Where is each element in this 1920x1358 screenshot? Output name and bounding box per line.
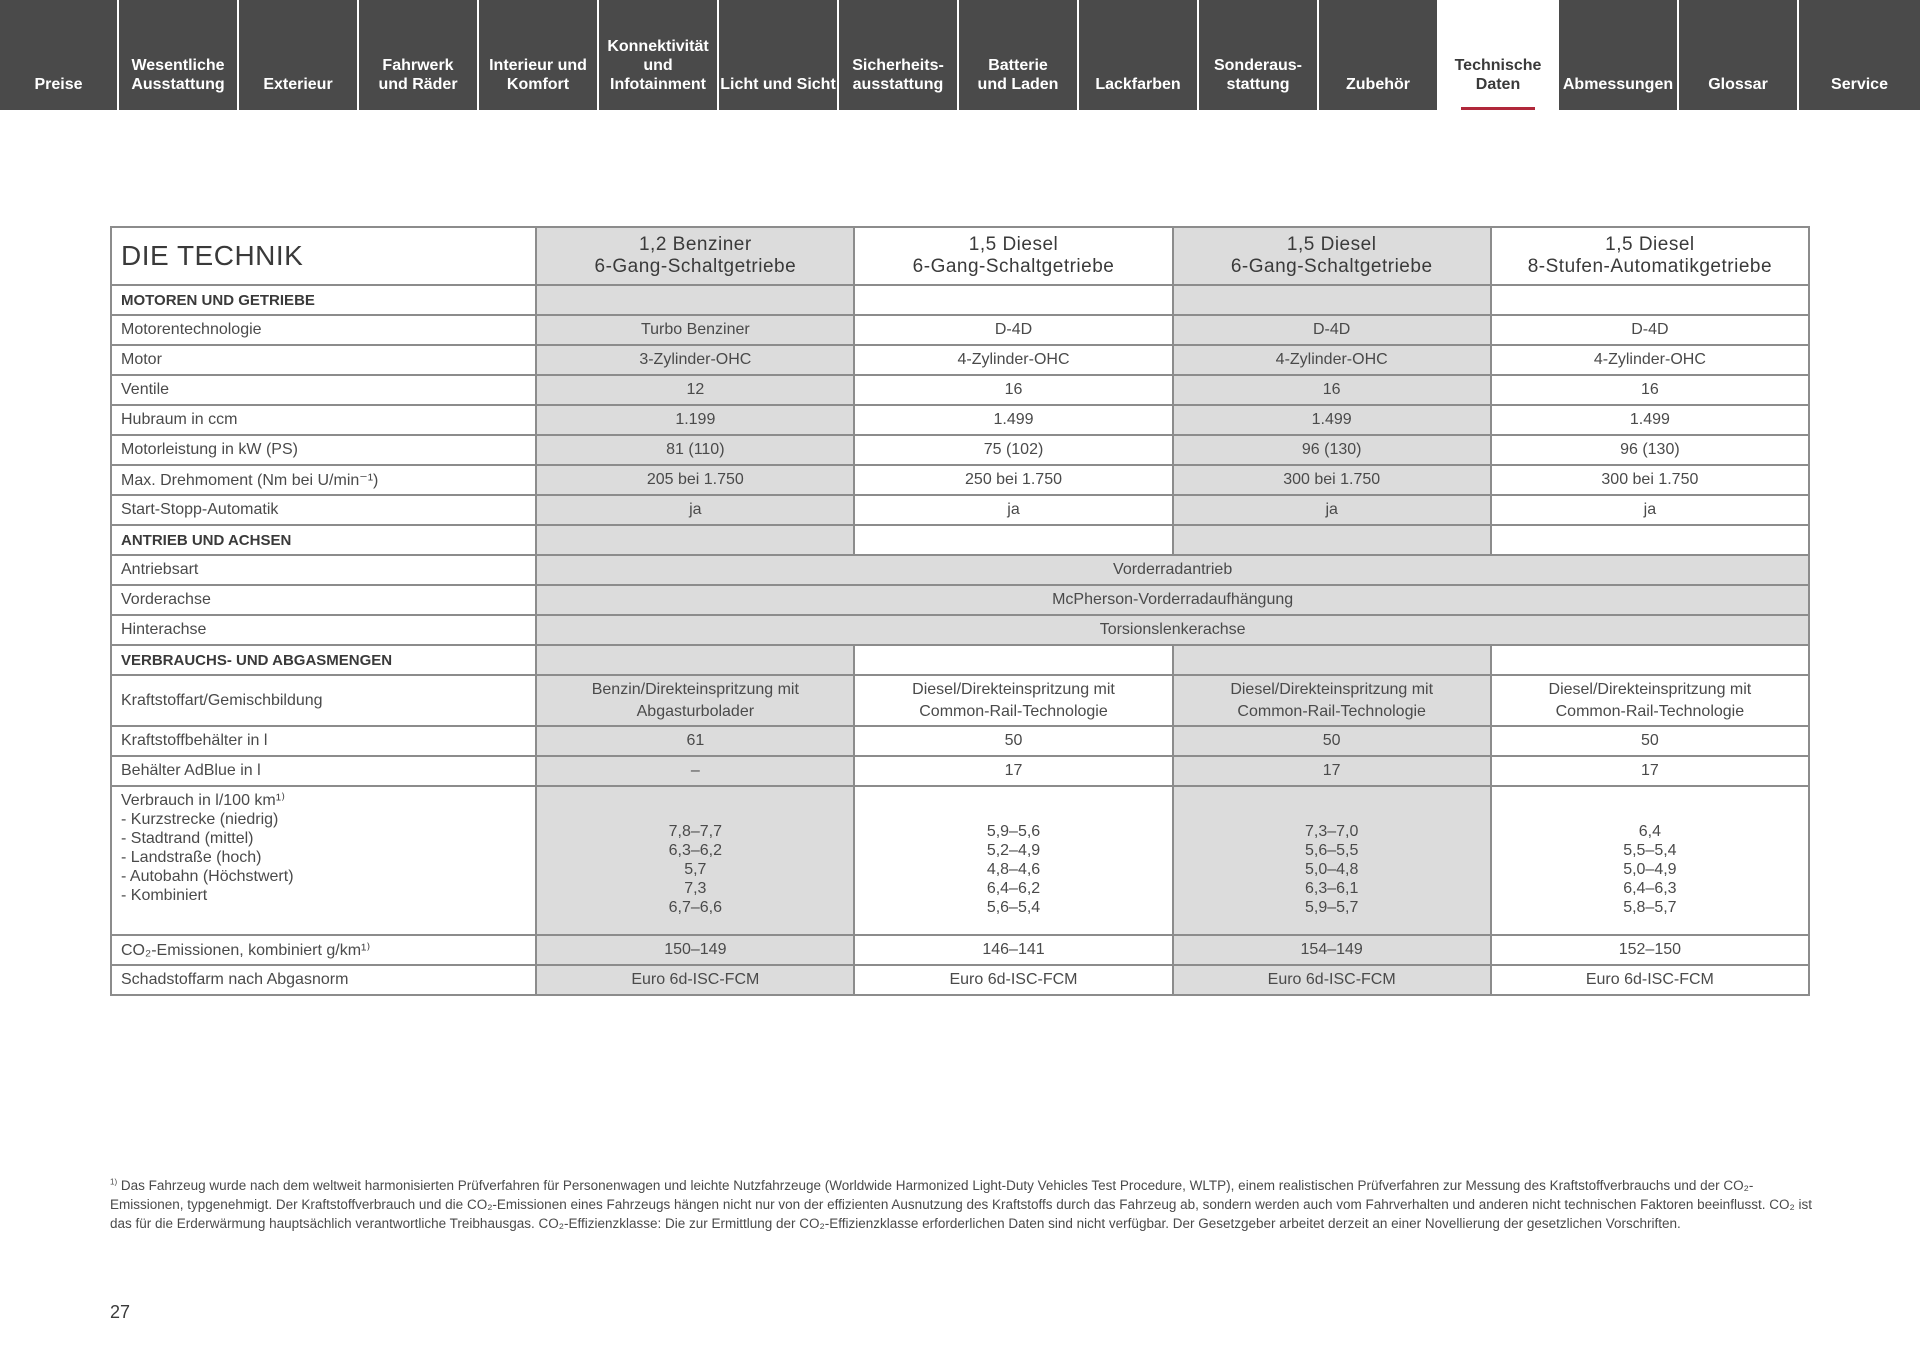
- tab-label: Konnektivität und Infotainment: [607, 38, 709, 93]
- table-cell: 3-Zylinder-OHC: [536, 345, 854, 375]
- section-title: ANTRIEB UND ACHSEN: [111, 525, 536, 555]
- table-cell: ja: [1173, 495, 1491, 525]
- row-label: Kraftstoffbehälter in l: [111, 726, 536, 756]
- table-cell: 17: [1173, 756, 1491, 786]
- table-cell: Euro 6d-ISC-FCM: [536, 965, 854, 995]
- table-title: DIE TECHNIK: [111, 227, 536, 285]
- section-header-row: [111, 525, 1809, 555]
- table-cell: [854, 525, 1172, 555]
- tab-exterieur[interactable]: [239, 0, 359, 110]
- table-row: [111, 935, 1809, 965]
- table-row: [111, 405, 1809, 435]
- table-row: [111, 675, 1809, 726]
- column-header: 1,5 Diesel 8-Stufen-Automatikgetriebe: [1491, 227, 1809, 285]
- tab-glossar[interactable]: [1679, 0, 1799, 110]
- row-label: Hinterachse: [111, 615, 536, 645]
- table-cell: 1.199: [536, 405, 854, 435]
- table-cell: 4-Zylinder-OHC: [1173, 345, 1491, 375]
- table-cell: 50: [854, 726, 1172, 756]
- table-cell: 300 bei 1.750: [1173, 465, 1491, 495]
- table-cell: 150–149: [536, 935, 854, 965]
- section-header-row: [111, 645, 1809, 675]
- tab-sicherheitsausstattung[interactable]: [839, 0, 959, 110]
- table-cell: ja: [854, 495, 1172, 525]
- table-cell: 4-Zylinder-OHC: [1491, 345, 1809, 375]
- table-cell: 154–149: [1173, 935, 1491, 965]
- table-cell: [1173, 285, 1491, 315]
- tab-label: Sonderaus- stattung: [1213, 57, 1302, 93]
- table-cell: 6,4 5,5–5,4 5,0–4,9 6,4–6,3 5,8–5,7: [1491, 786, 1809, 935]
- table-cell: 1.499: [1491, 405, 1809, 435]
- table-row: [111, 965, 1809, 995]
- table-row: [111, 555, 1809, 585]
- table-row: [111, 465, 1809, 495]
- row-label: Verbrauch in l/100 km¹⁾ - Kurzstrecke (niedrig) - Stadtrand (mittel) - Landstraße (hoch) - Autobahn (Höchstwert) - Kombiniert: [111, 786, 536, 935]
- table-cell: [854, 285, 1172, 315]
- table-cell: 96 (130): [1173, 435, 1491, 465]
- tab-label: Zubehör: [1346, 76, 1410, 93]
- table-cell: [536, 645, 854, 675]
- table-cell: Euro 6d-ISC-FCM: [1491, 965, 1809, 995]
- table-cell: Turbo Benziner: [536, 315, 854, 345]
- tab-sonderausstattung[interactable]: [1199, 0, 1319, 110]
- table-cell: Diesel/Direkteinspritzung mit Common-Rail-Technologie: [1491, 675, 1809, 726]
- table-cell: D-4D: [1173, 315, 1491, 345]
- row-label: Behälter AdBlue in l: [111, 756, 536, 786]
- row-label: Max. Drehmoment (Nm bei U/min⁻¹): [111, 465, 536, 495]
- tab-batterie-und-laden[interactable]: [959, 0, 1079, 110]
- table-cell: 1.499: [1173, 405, 1491, 435]
- table-cell: 50: [1491, 726, 1809, 756]
- table-cell: [1173, 525, 1491, 555]
- table-cell: 17: [854, 756, 1172, 786]
- table-row: [111, 786, 1809, 935]
- tab-abmessungen[interactable]: [1559, 0, 1679, 110]
- tab-label: Service: [1831, 76, 1888, 93]
- tab-konnektivitaet-und-infotainment[interactable]: [599, 0, 719, 110]
- tab-label: Glossar: [1708, 76, 1768, 93]
- tab-interieur-und-komfort[interactable]: [479, 0, 599, 110]
- row-label: Motor: [111, 345, 536, 375]
- footnote-text: Das Fahrzeug wurde nach dem weltweit harmonisierten Prüfverfahren für Personenwagen und leichte Nutzfahrzeuge (Worldwide Harmonized Light-Duty Vehicles Test Procedure, WLTP), einem realistischen Prüfverfahren zur Messung des Kraftstoffverbrauchs und der CO₂-Emissionen, typgenehmigt. Der Kraftstoffverbrauch und die CO₂-Emissionen eines Fahrzeugs hängen nicht nur von der effizienten Ausnutzung des Kraftstoffs durch das Fahrzeug ab, sondern werden auch vom Fahrverhalten und anderen nicht technischen Faktoren beeinflusst. CO₂ ist das für die Erderwärmung hauptsächlich verantwortliche Treibhausgas. CO₂-Effizienzklasse: Die zur Ermittlung der CO₂-Effizienzklasse erforderlichen Daten sind nicht verfügbar. Der Gesetzgeber arbeitet derzeit an einer Novellierung der gesetzlichen Vorschriften.: [110, 1178, 1812, 1231]
- tab-zubehoer[interactable]: [1319, 0, 1439, 110]
- tab-label: Exterieur: [263, 76, 333, 93]
- tab-label: Wesentliche Ausstattung: [131, 57, 225, 93]
- tab-label: Fahrwerk und Räder: [378, 57, 458, 93]
- tab-preise[interactable]: [0, 0, 119, 110]
- table-cell: [1491, 525, 1809, 555]
- table-cell: 75 (102): [854, 435, 1172, 465]
- table-cell: Diesel/Direkteinspritzung mit Common-Rail-Technologie: [854, 675, 1172, 726]
- table-cell: [1173, 645, 1491, 675]
- row-label: Motorentechnologie: [111, 315, 536, 345]
- table-cell: [1491, 285, 1809, 315]
- table-cell: 61: [536, 726, 854, 756]
- footnote-marker: 1): [110, 1177, 118, 1187]
- table-cell: Euro 6d-ISC-FCM: [1173, 965, 1491, 995]
- table-header-row: [111, 227, 1809, 285]
- table-cell: 205 bei 1.750: [536, 465, 854, 495]
- table-cell: Diesel/Direkteinspritzung mit Common-Rail-Technologie: [1173, 675, 1491, 726]
- table-cell: 81 (110): [536, 435, 854, 465]
- table-cell: ja: [536, 495, 854, 525]
- column-header: 1,2 Benziner 6-Gang-Schaltgetriebe: [536, 227, 854, 285]
- tab-label: Sicherheits- ausstattung: [852, 57, 944, 93]
- table-row: [111, 345, 1809, 375]
- table-cell: 1.499: [854, 405, 1172, 435]
- active-tab-indicator: [1461, 107, 1535, 110]
- technical-data-table: [110, 226, 1810, 996]
- column-header: 1,5 Diesel 6-Gang-Schaltgetriebe: [854, 227, 1172, 285]
- tab-licht-und-sicht[interactable]: [719, 0, 839, 110]
- row-label: Hubraum in ccm: [111, 405, 536, 435]
- table-cell: Benzin/Direkteinspritzung mit Abgasturbolader: [536, 675, 854, 726]
- table-row: [111, 315, 1809, 345]
- tab-technische-daten[interactable]: [1439, 0, 1559, 110]
- table-cell: 17: [1491, 756, 1809, 786]
- tab-fahrwerk-und-raeder[interactable]: [359, 0, 479, 110]
- table-cell: 7,8–7,7 6,3–6,2 5,7 7,3 6,7–6,6: [536, 786, 854, 935]
- table-cell: 300 bei 1.750: [1491, 465, 1809, 495]
- table-cell: D-4D: [854, 315, 1172, 345]
- table-row: [111, 726, 1809, 756]
- tab-label: Batterie und Laden: [977, 57, 1059, 93]
- merged-cell: Torsionslenkerachse: [536, 615, 1809, 645]
- table-row: [111, 435, 1809, 465]
- section-title: MOTOREN UND GETRIEBE: [111, 285, 536, 315]
- row-label: Start-Stopp-Automatik: [111, 495, 536, 525]
- tab-lackfarben[interactable]: [1079, 0, 1199, 110]
- row-label: Vorderachse: [111, 585, 536, 615]
- section-header-row: [111, 285, 1809, 315]
- section-title: VERBRAUCHS- UND ABGASMENGEN: [111, 645, 536, 675]
- tab-label: Abmessungen: [1562, 76, 1674, 93]
- table-cell: 4-Zylinder-OHC: [854, 345, 1172, 375]
- table-cell: 5,9–5,6 5,2–4,9 4,8–4,6 6,4–6,2 5,6–5,4: [854, 786, 1172, 935]
- tab-label: Technische Daten: [1454, 57, 1542, 93]
- table-cell: 16: [854, 375, 1172, 405]
- page-number: 27: [110, 1302, 131, 1322]
- table-row: [111, 495, 1809, 525]
- tab-label: Preise: [34, 76, 83, 93]
- table-cell: Euro 6d-ISC-FCM: [854, 965, 1172, 995]
- column-header: 1,5 Diesel 6-Gang-Schaltgetriebe: [1173, 227, 1491, 285]
- table-cell: [1491, 645, 1809, 675]
- table-cell: –: [536, 756, 854, 786]
- merged-cell: McPherson-Vorderradaufhängung: [536, 585, 1809, 615]
- table-cell: 7,3–7,0 5,6–5,5 5,0–4,8 6,3–6,1 5,9–5,7: [1173, 786, 1491, 935]
- footnote: [110, 1176, 1815, 1233]
- table-cell: 96 (130): [1491, 435, 1809, 465]
- tab-wesentliche-ausstattung[interactable]: [119, 0, 239, 110]
- table-row: [111, 585, 1809, 615]
- section-tab-bar: [0, 0, 1920, 110]
- tab-label: Lackfarben: [1095, 76, 1181, 93]
- table-cell: 12: [536, 375, 854, 405]
- row-label: Kraftstoffart/Gemischbildung: [111, 675, 536, 726]
- table-cell: 50: [1173, 726, 1491, 756]
- table-cell: 146–141: [854, 935, 1172, 965]
- table-cell: 250 bei 1.750: [854, 465, 1172, 495]
- row-label: CO₂-Emissionen, kombiniert g/km¹⁾: [111, 935, 536, 965]
- merged-cell: Vorderradantrieb: [536, 555, 1809, 585]
- row-label: Ventile: [111, 375, 536, 405]
- row-label: Motorleistung in kW (PS): [111, 435, 536, 465]
- table-cell: D-4D: [1491, 315, 1809, 345]
- tab-label: Licht und Sicht: [720, 76, 836, 93]
- tab-service[interactable]: [1799, 0, 1920, 110]
- table-row: [111, 756, 1809, 786]
- row-label: Schadstoffarm nach Abgasnorm: [111, 965, 536, 995]
- table-cell: [536, 525, 854, 555]
- table-cell: [854, 645, 1172, 675]
- table-row: [111, 615, 1809, 645]
- row-label: Antriebsart: [111, 555, 536, 585]
- tab-label: Interieur und Komfort: [489, 57, 587, 93]
- table-cell: 16: [1173, 375, 1491, 405]
- table-cell: ja: [1491, 495, 1809, 525]
- table-cell: 16: [1491, 375, 1809, 405]
- table-row: [111, 375, 1809, 405]
- table-cell: [536, 285, 854, 315]
- table-cell: 152–150: [1491, 935, 1809, 965]
